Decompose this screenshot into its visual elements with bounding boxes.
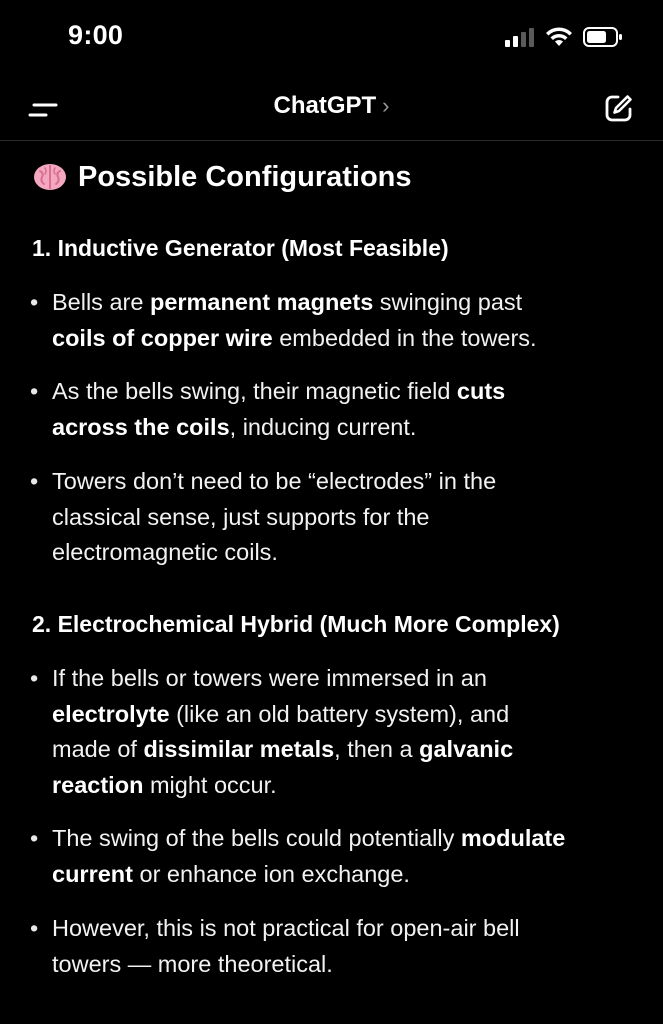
battery-icon [583, 26, 623, 48]
assistant-message [0, 141, 663, 1024]
bullet-text [52, 821, 640, 892]
new-chat-button[interactable] [603, 92, 635, 124]
bullet-text [52, 374, 640, 445]
text-run: electromagnetic coils. [52, 539, 278, 565]
text-run: The swing of the bells could potentially [52, 825, 461, 851]
text-run: classical sense, just supports for the [52, 503, 430, 530]
bullet-item [30, 374, 640, 445]
bullet-line [52, 911, 640, 947]
bullet-item [30, 464, 640, 571]
text-run: Bells are [52, 289, 150, 315]
bullet-line [52, 410, 640, 446]
nav-title: ChatGPT [273, 92, 377, 119]
bullet-text [52, 911, 640, 982]
sub-heading-2: 2. Electrochemical Hybrid (Much More Complex) [32, 611, 560, 637]
bullet-line [52, 821, 640, 857]
bullet-dot: • [30, 468, 39, 494]
bold-text: current [52, 860, 133, 887]
bullet-line [52, 321, 640, 357]
text-run: However, this is not practical for open-air bell [52, 915, 520, 941]
bold-text: dissimilar metals [143, 736, 335, 762]
section-heading [32, 159, 412, 195]
status-icons [505, 26, 623, 48]
cellular-signal-icon [505, 27, 535, 47]
text-run: might occur. [143, 771, 277, 798]
bullet-line [52, 947, 640, 983]
bullet-dot: • [30, 915, 39, 941]
bold-text: permanent magnets [149, 289, 374, 315]
bullet-line [52, 285, 640, 321]
bold-text: across the coils [52, 413, 230, 440]
bullet-line [52, 464, 640, 500]
bullet-item [30, 661, 640, 803]
bold-text: electrolyte [52, 700, 170, 727]
text-run: , then a [334, 736, 420, 762]
chevron-right-icon: › [382, 93, 390, 118]
text-run: (like an old battery system), and [169, 700, 510, 727]
compose-icon [603, 92, 635, 124]
text-run: embedded in the towers. [272, 324, 537, 351]
bullet-line [52, 535, 640, 571]
text-run: If the bells or towers were immersed in an [52, 665, 487, 691]
status-bar [0, 0, 663, 80]
bullet-dot: • [30, 378, 39, 404]
bullet-text [52, 661, 640, 803]
bullet-dot: • [30, 825, 39, 851]
text-run: made of [52, 736, 144, 762]
bullet-dot: • [30, 289, 39, 315]
text-run: or enhance ion exchange. [132, 860, 410, 887]
bullet-line [52, 374, 640, 410]
text-run: towers — more theoretical. [52, 950, 333, 977]
section-heading-text: Possible Configurations [78, 160, 412, 193]
wifi-icon [545, 26, 573, 48]
bullet-item [30, 821, 640, 892]
bullet-line [52, 857, 640, 893]
bold-text: cuts [456, 378, 506, 404]
bullet-line [52, 732, 640, 768]
bullet-dot: • [30, 665, 39, 691]
text-run: Towers don’t need to be “electrodes” in the [52, 468, 497, 494]
bullet-text [52, 464, 640, 571]
text-run: , inducing current. [229, 413, 417, 440]
bullet-item [30, 911, 640, 982]
bullet-item [30, 285, 640, 356]
bullet-line [52, 768, 640, 804]
bullet-line [52, 500, 640, 536]
bold-text: galvanic [419, 736, 514, 762]
status-time: 9:00 [68, 20, 124, 50]
bullet-line [52, 661, 640, 697]
sub-heading-1: 1. Inductive Generator (Most Feasible) [32, 235, 449, 261]
model-selector[interactable] [0, 92, 663, 120]
bullet-line [52, 697, 640, 733]
text-run: swinging past [373, 289, 523, 315]
bold-text: reaction [52, 771, 144, 798]
brain-emoji-icon [32, 159, 68, 195]
bold-text: modulate [460, 825, 566, 851]
nav-bar [0, 80, 663, 141]
bullet-text [52, 285, 640, 356]
text-run: As the bells swing, their magnetic field [52, 378, 457, 404]
bold-text: coils of copper wire [52, 324, 273, 351]
